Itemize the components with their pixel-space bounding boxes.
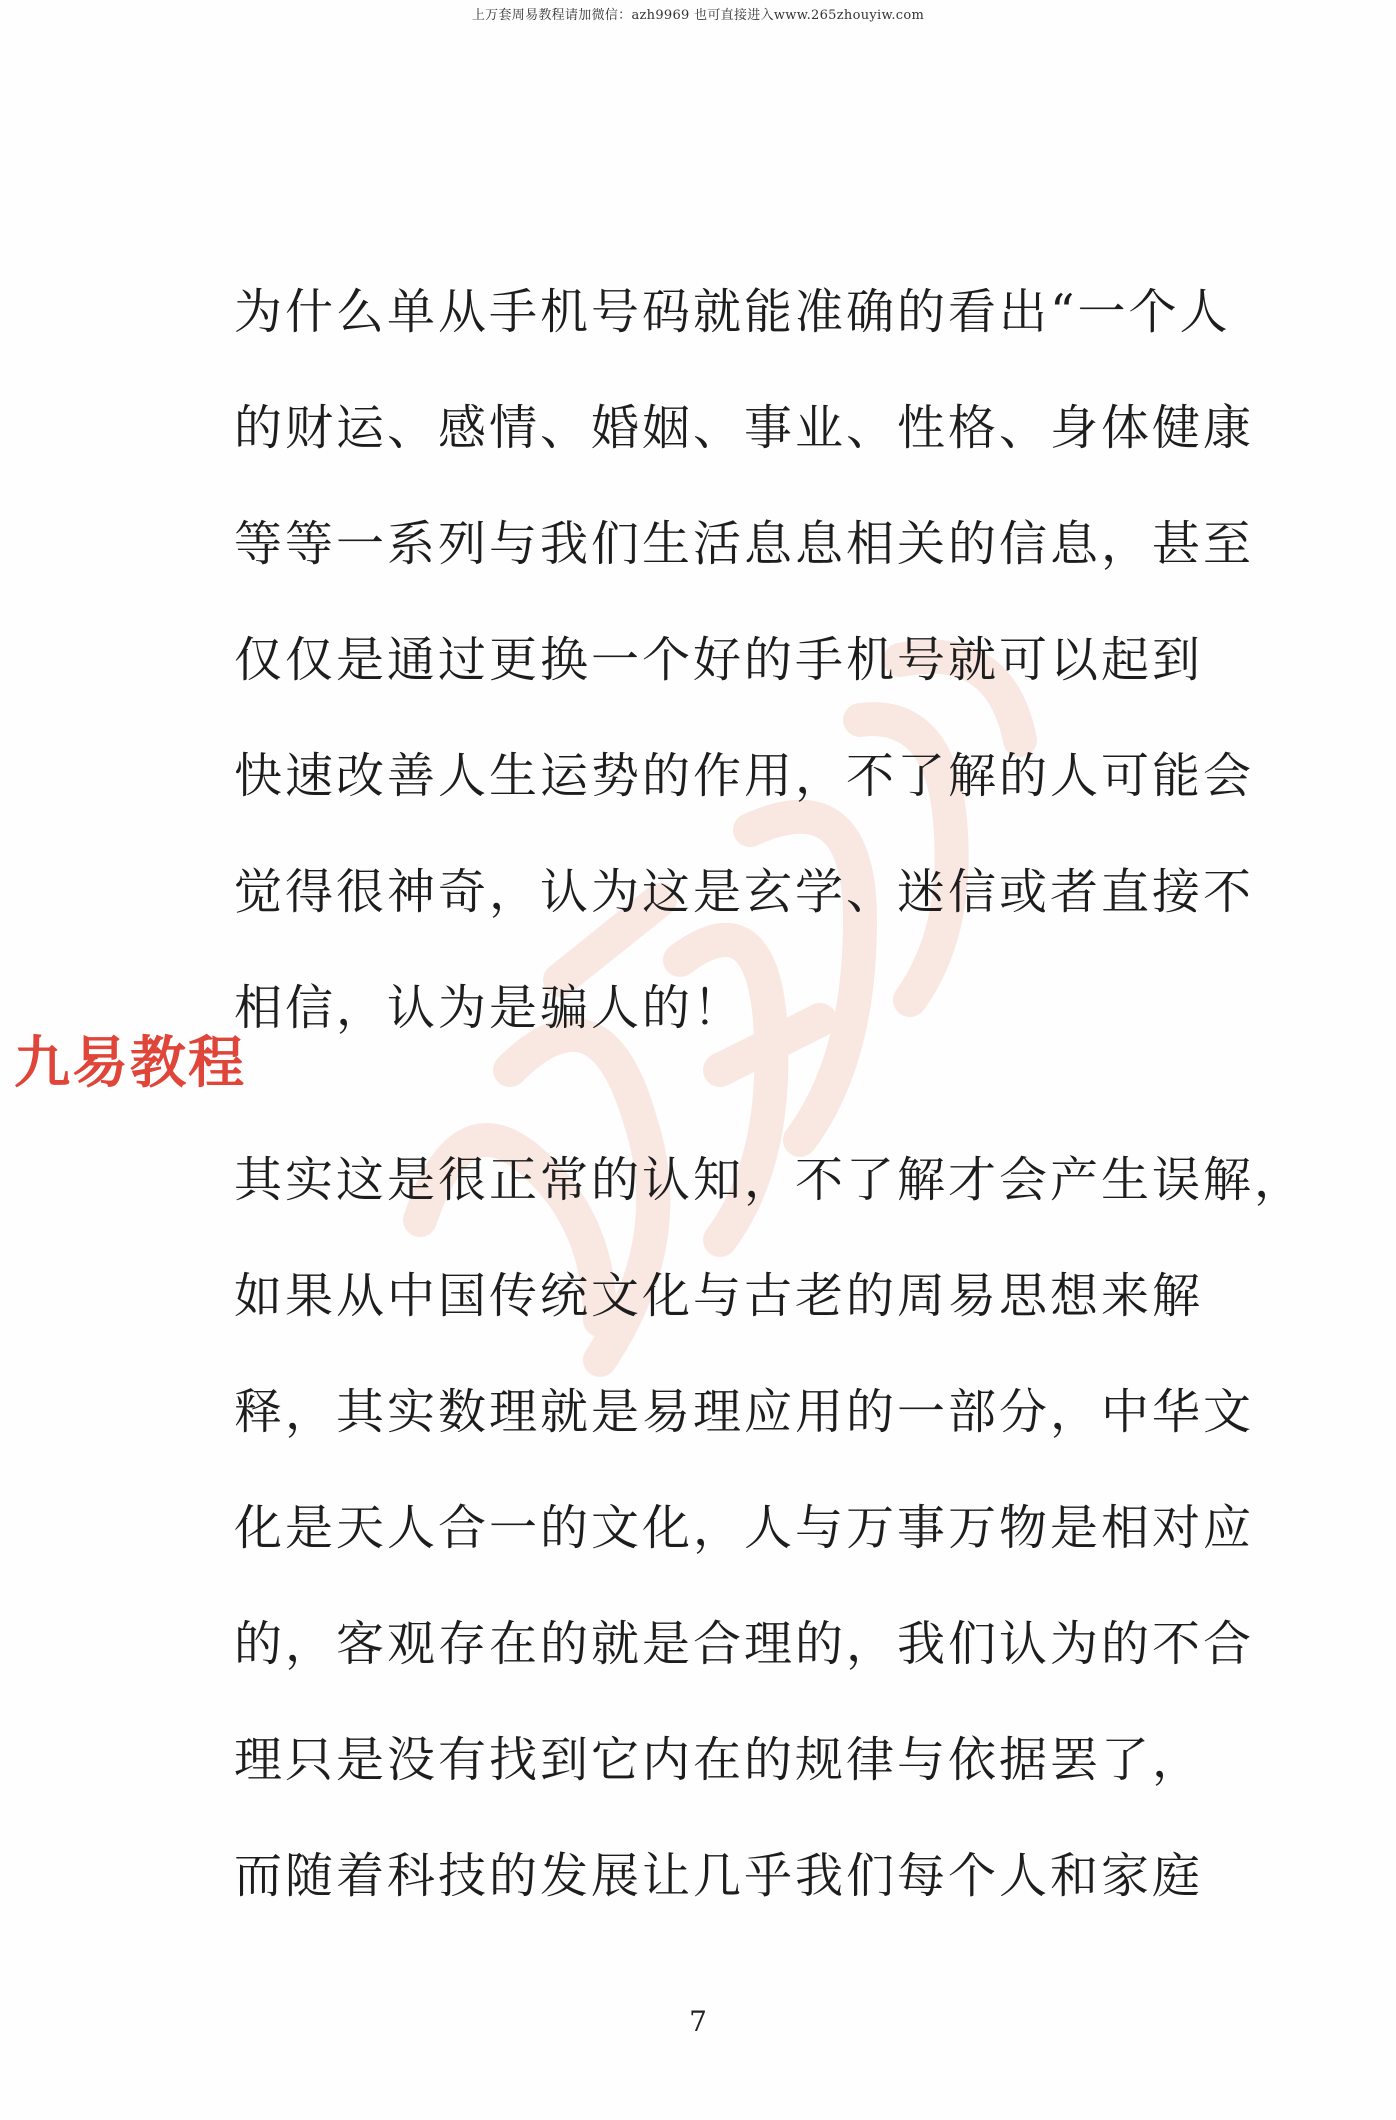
- text-line: 其实这是很正常的认知，不了解才会产生误解，: [234, 1152, 1306, 1208]
- text-line: 的，客观存在的就是合理的，我们认为的不合: [234, 1616, 1255, 1672]
- text-line: 等等一系列与我们生活息息相关的信息，甚至: [234, 516, 1255, 572]
- text-line: 觉得很神奇，认为这是玄学、迷信或者直接不: [234, 864, 1255, 920]
- text-line: 理只是没有找到它内在的规律与依据罢了，: [234, 1732, 1204, 1788]
- text-line: 释，其实数理就是易理应用的一部分，中华文: [234, 1384, 1255, 1440]
- text-line: 相信，认为是骗人的！: [234, 980, 745, 1036]
- watermark-seal: [300, 600, 1200, 1500]
- text-line: 如果从中国传统文化与古老的周易思想来解: [234, 1268, 1204, 1324]
- brand-watermark-text: 九易教程: [14, 1031, 246, 1096]
- text-line: 的财运、感情、婚姻、事业、性格、身体健康: [234, 400, 1255, 456]
- text-line: 而随着科技的发展让几乎我们每个人和家庭: [234, 1848, 1204, 1904]
- text-line: 快速改善人生运势的作用，不了解的人可能会: [234, 748, 1255, 804]
- header-note: 上万套周易教程请加微信：azh9969 也可直接进入www.265zhouyiw.com: [471, 8, 925, 23]
- text-line: 仅仅是通过更换一个好的手机号就可以起到: [234, 632, 1204, 688]
- page-number: 7: [689, 2005, 707, 2038]
- text-line: 化是天人合一的文化，人与万事万物是相对应: [234, 1500, 1255, 1556]
- text-line: 为什么单从手机号码就能准确的看出“一个人: [234, 284, 1231, 340]
